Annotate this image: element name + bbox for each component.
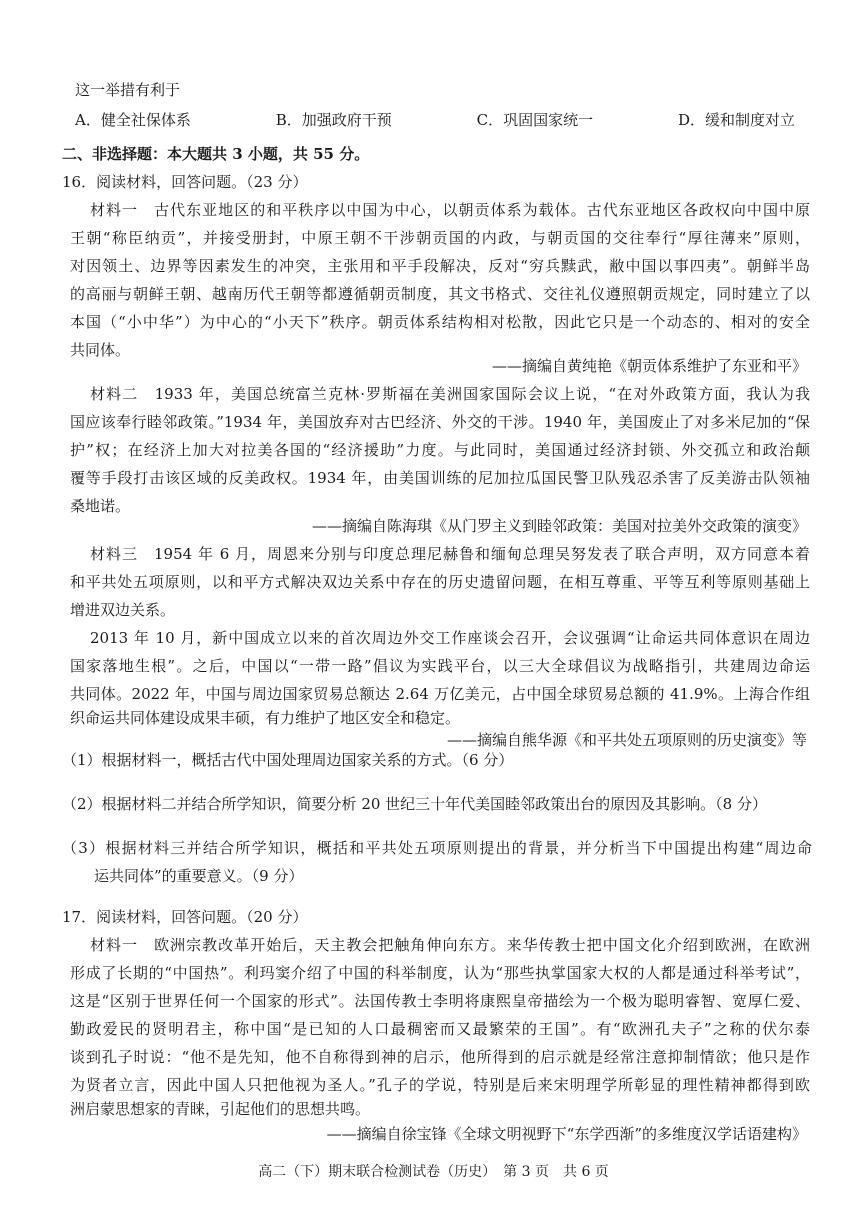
option-b: B．加强政府干预 (275, 111, 392, 129)
q16-subquestion-1: （1）根据材料一，概括古代中国处理周边国家关系的方式。（6 分） (62, 751, 514, 769)
section-title: 二、非选择题：本大题共 3 小题，共 55 分。 (62, 145, 370, 163)
q16-material1-line: 材料一 古代东亚地区的和平秩序以中国为中心，以朝贡体系为载体。古代东亚地区各政权向中国中原 (90, 201, 810, 219)
q16-material1-line: 的高丽与朝鲜王朝、越南历代王朝等都遵循朝贡制度，其文书格式、交往礼仪遵照朝贡规定，同时建立了以 (70, 285, 810, 303)
q16-material1-source: ——摘编自黄纯艳《朝贡体系维护了东亚和平》 (491, 357, 807, 375)
option-a: A．健全社保体系 (75, 111, 191, 129)
q16-material3-line: 和平共处五项原则，以和平方式解决双边关系中存在的历史遗留问题，在相互尊重、平等互利等原则基础上 (70, 573, 810, 591)
question-stem: 这一举措有利于 (75, 81, 181, 99)
q16-subquestion-3-cont: 运共同体”的重要意义。（9 分） (94, 867, 304, 885)
q16-material3-line: 织命运共同体建设成果丰硕，有力维护了地区安全和稳定。 (70, 709, 461, 727)
q16-material2-line: 国应该奉行睦邻政策。”1934 年，美国放弃对古巴经济、外交的干涉。1940 年，美国废止了对多米尼加的“保 (70, 413, 810, 431)
q16-material1-line: 王朝“称臣纳贡”，并接受册封，中原王朝不干涉朝贡国的内政，与朝贡国的交往奉行“厚往薄来”原则， (70, 229, 810, 247)
q16-material1-line: 对因领土、边界等因素发生的冲突，主张用和平手段解决，反对“穷兵黩武，敝中国以事四夷”。朝鲜半岛 (70, 257, 810, 275)
page-footer: 高二（下）期末联合检测试卷（历史） 第 3 页 共 6 页 (258, 1164, 609, 1180)
q16-material2-line: 护”权；在经济上加大对拉美各国的“经济援助”力度。与此同时，美国通过经济封锁、外交孤立和政治颠 (70, 441, 810, 459)
q16-material3-line: 共同体。2022 年，中国与周边国家贸易总额达 2.64 万亿美元，占中国全球贸易总额的 41.9%。上海合作组 (70, 685, 810, 703)
option-d: D．缓和制度对立 (677, 111, 795, 129)
q16-material2-line: 桑地诺。 (70, 497, 131, 515)
q17-material1-line: 为贤者立言，因此中国人只把他视为圣人。”孔子的学说，特别是后来宋明理学所彰显的理性精神都得到欧 (70, 1076, 810, 1094)
q16-material3-line: 材料三 1954 年 6 月，周恩来分别与印度总理尼赫鲁和缅甸总理吴努发表了联合声明，双方同意本着 (90, 545, 810, 563)
question-16-title: 16．阅读材料，回答问题。（23 分） (62, 173, 308, 191)
q16-material1-line: 本国（“小中华”）为中心的“小天下”秩序。朝贡体系结构相对松散，因此它只是一个动态的、相对的安全 (70, 313, 810, 331)
q16-material2-line: 覆等手段打击该区域的反美政权。1934 年，由美国训练的尼加拉瓜国民警卫队残忍杀害了反美游击队领袖 (70, 469, 810, 487)
q16-material3-line: 2013 年 10 月，新中国成立以来的首次周边外交工作座谈会召开，会议强调“让命运共同体意识在周边 (90, 629, 810, 647)
q17-material1-line: 洲启蒙思想家的青睐，引起他们的思想共鸣。 (70, 1100, 371, 1118)
q17-material1-line: 这是“区别于世界任何一个国家的形式”。法国传教士李明将康熙皇帝描绘为一个极为聪明睿智、宽厚仁爱、 (70, 992, 810, 1010)
q16-material3-line: 国家落地生根”。之后，中国以“一带一路”倡议为实践平台，以三大全球倡议为战略指引，共建周边命运 (70, 657, 810, 675)
option-c: C．巩固国家统一 (476, 111, 594, 129)
q17-material1-line: 谈到孔子时说：“他不是先知，他不自称得到神的启示，他所得到的启示就是经常注意抑制情欲；他只是作 (70, 1048, 810, 1066)
q17-material1-line: 形成了长期的“中国热”。利玛窦介绍了中国的科举制度，认为“那些执掌国家大权的人都是通过科举考试”， (70, 964, 810, 982)
q16-subquestion-3: （3）根据材料三并结合所学知识，概括和平共处五项原则提出的背景，并分析当下中国提出构建“周边命 (62, 839, 812, 857)
q16-material2-line: 材料二 1933 年，美国总统富兰克林·罗斯福在美洲国家国际会议上说，“在对外政策方面，我认为我 (90, 385, 810, 403)
question-17-title: 17．阅读材料，回答问题。（20 分） (62, 908, 308, 926)
q16-material2-source: ——摘编自陈海琪《从门罗主义到睦邻政策：美国对拉美外交政策的演变》 (311, 517, 807, 535)
q17-material1-line: 材料一 欧洲宗教改革开始后，天主教会把触角伸向东方。来华传教士把中国文化介绍到欧洲，在欧洲 (90, 936, 810, 954)
q16-material3-line: 增进双边关系。 (70, 601, 176, 619)
q16-material3-source: ——摘编自熊华源《和平共处五项原则的历史演变》等 (446, 731, 807, 749)
options-row (75, 106, 795, 134)
q17-material1-line: 勤政爱民的贤明君主，称中国“是已知的人口最稠密而又最繁荣的王国”。有“欧洲孔夫子”之称的伏尔泰 (70, 1020, 810, 1038)
q16-subquestion-2: （2）根据材料二并结合所学知识，简要分析 20 世纪三十年代美国睦邻政策出台的原因及其影响。（8 分） (62, 795, 767, 813)
q17-material1-source: ——摘编自徐宝锋《全球文明视野下“东学西渐”的多维度汉学话语建构》 (326, 1125, 807, 1143)
q16-material1-line: 共同体。 (70, 341, 131, 359)
